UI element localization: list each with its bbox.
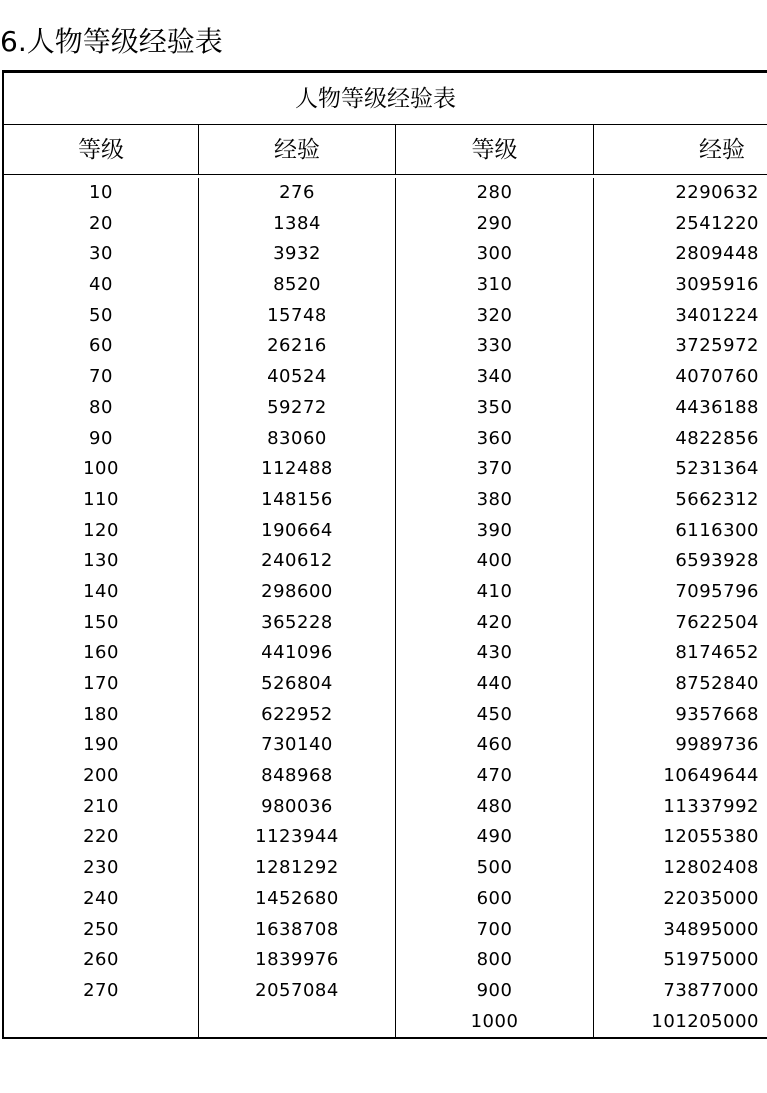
level-cell: 30 (89, 243, 113, 265)
exp-cell: 3401224 (675, 304, 759, 326)
exp-cell: 15748 (267, 304, 327, 326)
level-cell: 470 (476, 765, 513, 787)
exp-cell: 11337992 (663, 795, 759, 817)
level-cell: 110 (83, 488, 119, 510)
right-exp-column (594, 178, 767, 1037)
level-cell: 260 (83, 949, 119, 971)
exp-cell: 51975000 (663, 949, 759, 971)
level-cell: 160 (83, 642, 119, 664)
exp-cell: 5231364 (675, 458, 759, 480)
level-cell: 400 (476, 550, 513, 572)
level-cell: 220 (83, 826, 119, 848)
left-exp-column (199, 178, 396, 1037)
exp-cell: 8520 (273, 274, 321, 296)
exp-cell: 3725972 (675, 335, 759, 357)
level-cell: 150 (83, 611, 119, 633)
table-body (4, 175, 767, 1037)
level-cell: 230 (83, 857, 119, 879)
exp-cell: 2057084 (255, 979, 339, 1001)
exp-cell: 6593928 (675, 550, 759, 572)
exp-cell: 8174652 (675, 642, 759, 664)
exp-cell: 83060 (267, 427, 327, 449)
exp-cell: 441096 (261, 642, 333, 664)
level-cell: 290 (476, 212, 513, 234)
level-cell: 250 (83, 918, 119, 940)
exp-cell: 2809448 (675, 243, 759, 265)
exp-cell: 34895000 (663, 918, 759, 940)
exp-cell: 7095796 (675, 580, 759, 602)
header-level-left: 等级 (4, 125, 199, 174)
exp-cell: 980036 (261, 795, 333, 817)
level-cell: 390 (476, 519, 513, 541)
exp-cell: 2541220 (675, 212, 759, 234)
exp-cell: 2290632 (675, 182, 759, 203)
exp-cell: 730140 (261, 734, 333, 756)
exp-cell: 22035000 (663, 887, 759, 909)
level-cell: 410 (476, 580, 513, 602)
level-cell: 10 (89, 182, 113, 203)
exp-cell: 1638708 (255, 918, 339, 940)
exp-cell: 365228 (261, 611, 333, 633)
level-cell: 40 (89, 274, 113, 296)
table-header-row (4, 125, 767, 175)
exp-cell: 7622504 (675, 611, 759, 633)
level-cell: 280 (476, 182, 513, 203)
exp-cell: 8752840 (675, 673, 759, 694)
level-cell: 240 (83, 887, 119, 909)
exp-cell: 3932 (273, 243, 321, 265)
exp-cell: 240612 (261, 550, 333, 572)
level-cell: 440 (476, 673, 513, 694)
level-cell: 460 (476, 734, 513, 756)
exp-cell: 112488 (261, 458, 333, 480)
level-experience-table (2, 70, 767, 1039)
level-cell: 420 (476, 611, 513, 633)
level-cell: 490 (476, 826, 513, 848)
exp-cell: 40524 (267, 366, 327, 388)
exp-cell: 26216 (267, 335, 327, 357)
level-cell: 600 (476, 887, 513, 909)
level-cell: 350 (476, 396, 513, 418)
level-cell: 480 (476, 795, 513, 817)
level-cell: 130 (83, 550, 119, 572)
level-cell: 370 (476, 458, 513, 480)
exp-cell: 5662312 (675, 488, 759, 510)
exp-cell: 1839976 (255, 949, 339, 971)
level-cell: 320 (476, 304, 513, 326)
level-cell: 50 (89, 304, 113, 326)
exp-cell: 59272 (267, 396, 327, 418)
level-cell: 90 (89, 427, 113, 449)
level-cell: 330 (476, 335, 513, 357)
level-cell: 340 (476, 366, 513, 388)
level-cell: 300 (476, 243, 513, 265)
level-cell: 60 (89, 335, 113, 357)
exp-cell: 190664 (261, 519, 333, 541)
level-cell: 270 (83, 979, 119, 1001)
level-cell: 80 (89, 396, 113, 418)
level-cell: 800 (476, 949, 513, 971)
level-cell: 500 (476, 857, 513, 879)
level-cell: 100 (83, 458, 119, 480)
level-cell: 70 (89, 366, 113, 388)
exp-cell: 6116300 (675, 519, 759, 541)
exp-cell: 4070760 (675, 366, 759, 388)
exp-cell: 276 (279, 182, 315, 203)
exp-cell: 10649644 (663, 765, 759, 787)
level-cell: 180 (83, 703, 119, 725)
level-cell: 1000 (470, 1010, 519, 1032)
exp-cell: 4436188 (675, 396, 759, 418)
exp-cell: 73877000 (663, 979, 759, 1001)
document-heading: 6.人物等级经验表 (0, 25, 223, 58)
exp-cell: 1384 (273, 212, 321, 234)
exp-cell: 1123944 (255, 826, 339, 848)
level-cell: 310 (476, 274, 513, 296)
header-exp-left: 经验 (199, 125, 396, 174)
level-cell: 170 (83, 673, 119, 694)
level-cell: 120 (83, 519, 119, 541)
right-level-column (396, 178, 594, 1037)
exp-cell: 622952 (261, 703, 333, 725)
exp-cell: 9989736 (675, 734, 759, 756)
exp-cell: 848968 (261, 765, 333, 787)
level-cell: 380 (476, 488, 513, 510)
level-cell: 200 (83, 765, 119, 787)
exp-cell: 3095916 (675, 274, 759, 296)
header-level-right: 等级 (396, 125, 594, 174)
left-level-column (4, 178, 199, 1037)
exp-cell: 298600 (261, 580, 333, 602)
exp-cell: 148156 (261, 488, 333, 510)
level-cell: 140 (83, 580, 119, 602)
level-cell: 450 (476, 703, 513, 725)
level-cell: 900 (476, 979, 513, 1001)
exp-cell: 526804 (261, 673, 333, 694)
exp-cell: 1281292 (255, 857, 339, 879)
level-cell: 430 (476, 642, 513, 664)
exp-cell: 12055380 (663, 826, 759, 848)
level-cell: 20 (89, 212, 113, 234)
level-cell: 360 (476, 427, 513, 449)
exp-cell: 12802408 (663, 857, 759, 879)
exp-cell: 9357668 (675, 703, 759, 725)
exp-cell: 101205000 (651, 1010, 759, 1032)
level-cell: 190 (83, 734, 119, 756)
exp-cell: 4822856 (675, 427, 759, 449)
level-cell: 210 (83, 795, 119, 817)
level-cell: 700 (476, 918, 513, 940)
table-title: 人物等级经验表 (4, 73, 767, 125)
exp-cell: 1452680 (255, 887, 339, 909)
header-exp-right: 经验 (699, 137, 745, 163)
